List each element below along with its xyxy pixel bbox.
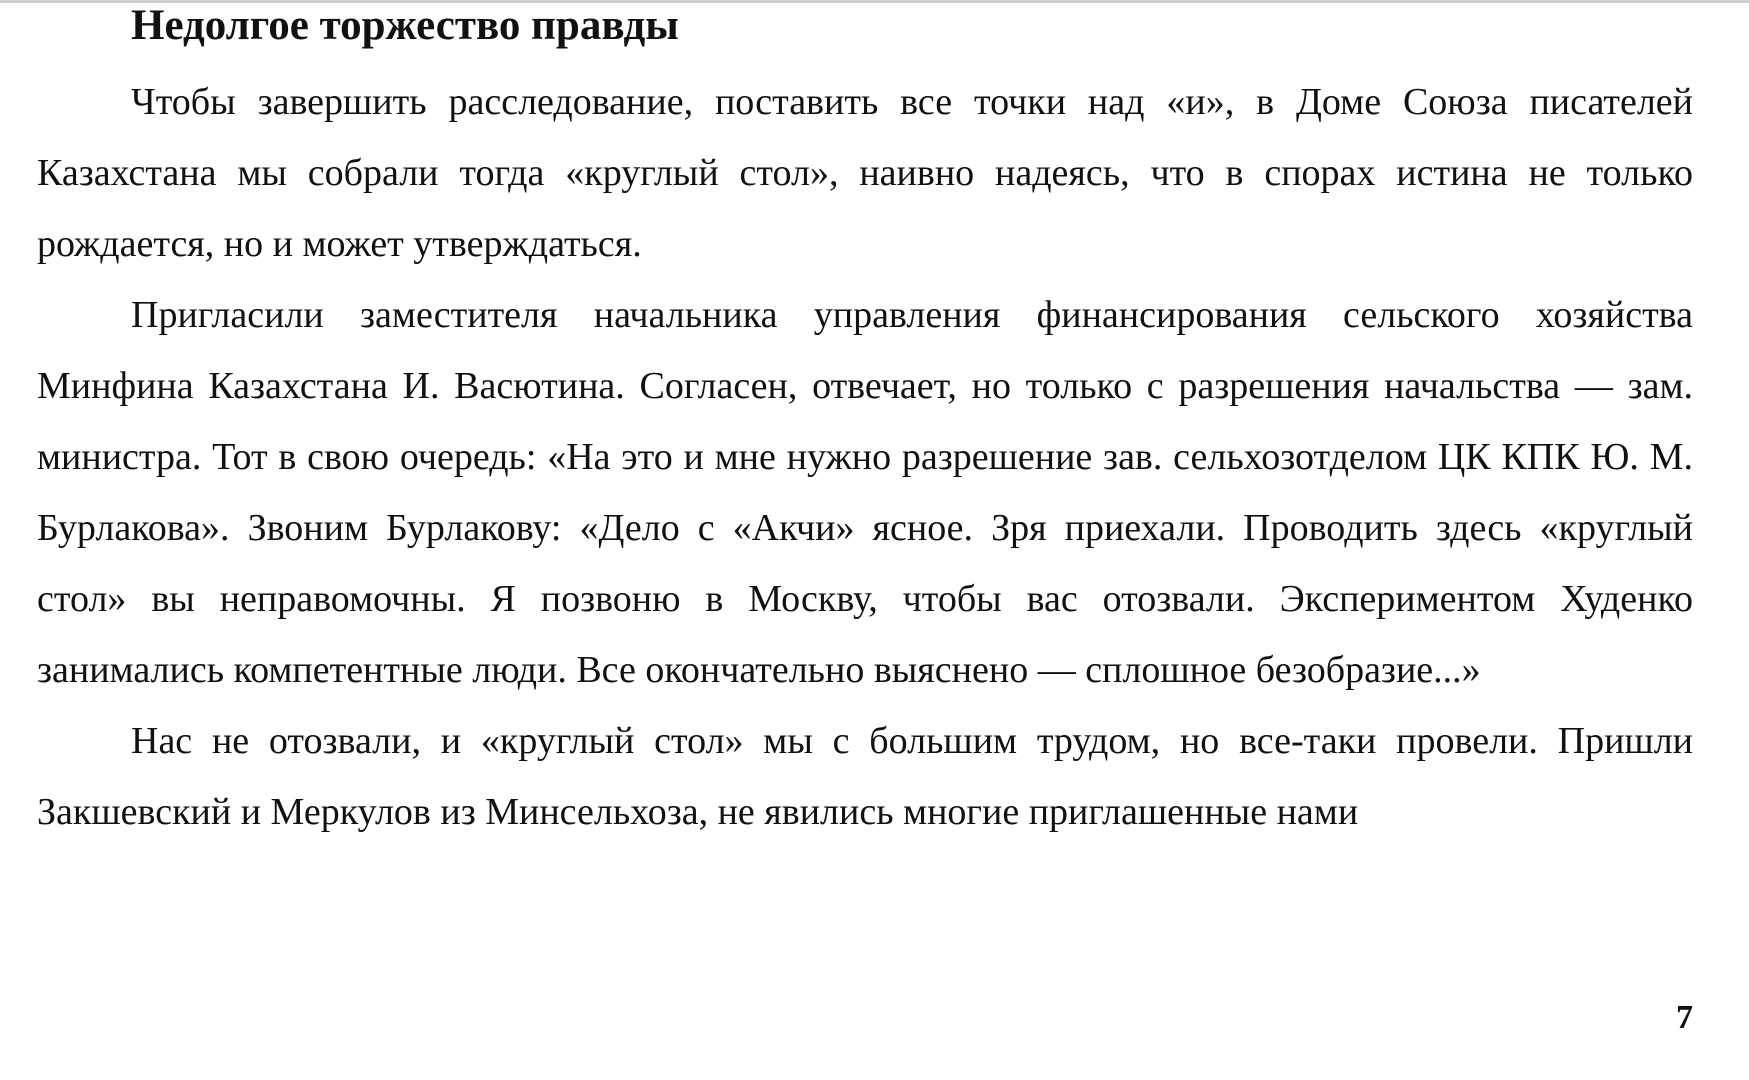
paragraph-1: Чтобы завершить расследование, поставить все точки над «и», в Доме Союза писателей Казахстана мы собрали тогда «круглый стол», наивно надеясь, что в спорах истина не только рождается, но и может утверждаться. (37, 81, 1693, 265)
page-number: 7 (1676, 999, 1693, 1036)
section-heading: Недолгое торжество правды (131, 2, 679, 49)
paragraph-3: Нас не отозвали, и «круглый стол» мы с большим трудом, но все-таки провели. Пришли Закшевский и Меркулов из Минсельхоза, не явились многие приглашенные нами (37, 720, 1693, 833)
paragraph-2: Пригласили заместителя начальника управления финансирования сельского хозяйства Минфина Казахстана И. Васютина. Согласен, отвечает, но только с разрешения начальства — зам. министра. Тот в свою очередь: «На это и мне нужно разрешение зав. сельхозотделом ЦК КПК Ю. М. Бурлакова». Звоним Бурлакову: «Дело с «Акчи» ясное. Зря приехали. Проводить здесь «круглый стол» вы неправомочны. Я позвоню в Москву, чтобы вас отозвали. Экспериментом Худенко занимались компетентные люди. Все окончательно выяснено — сплошное безобразие...» (37, 294, 1693, 691)
document-page (37, 0, 1693, 848)
